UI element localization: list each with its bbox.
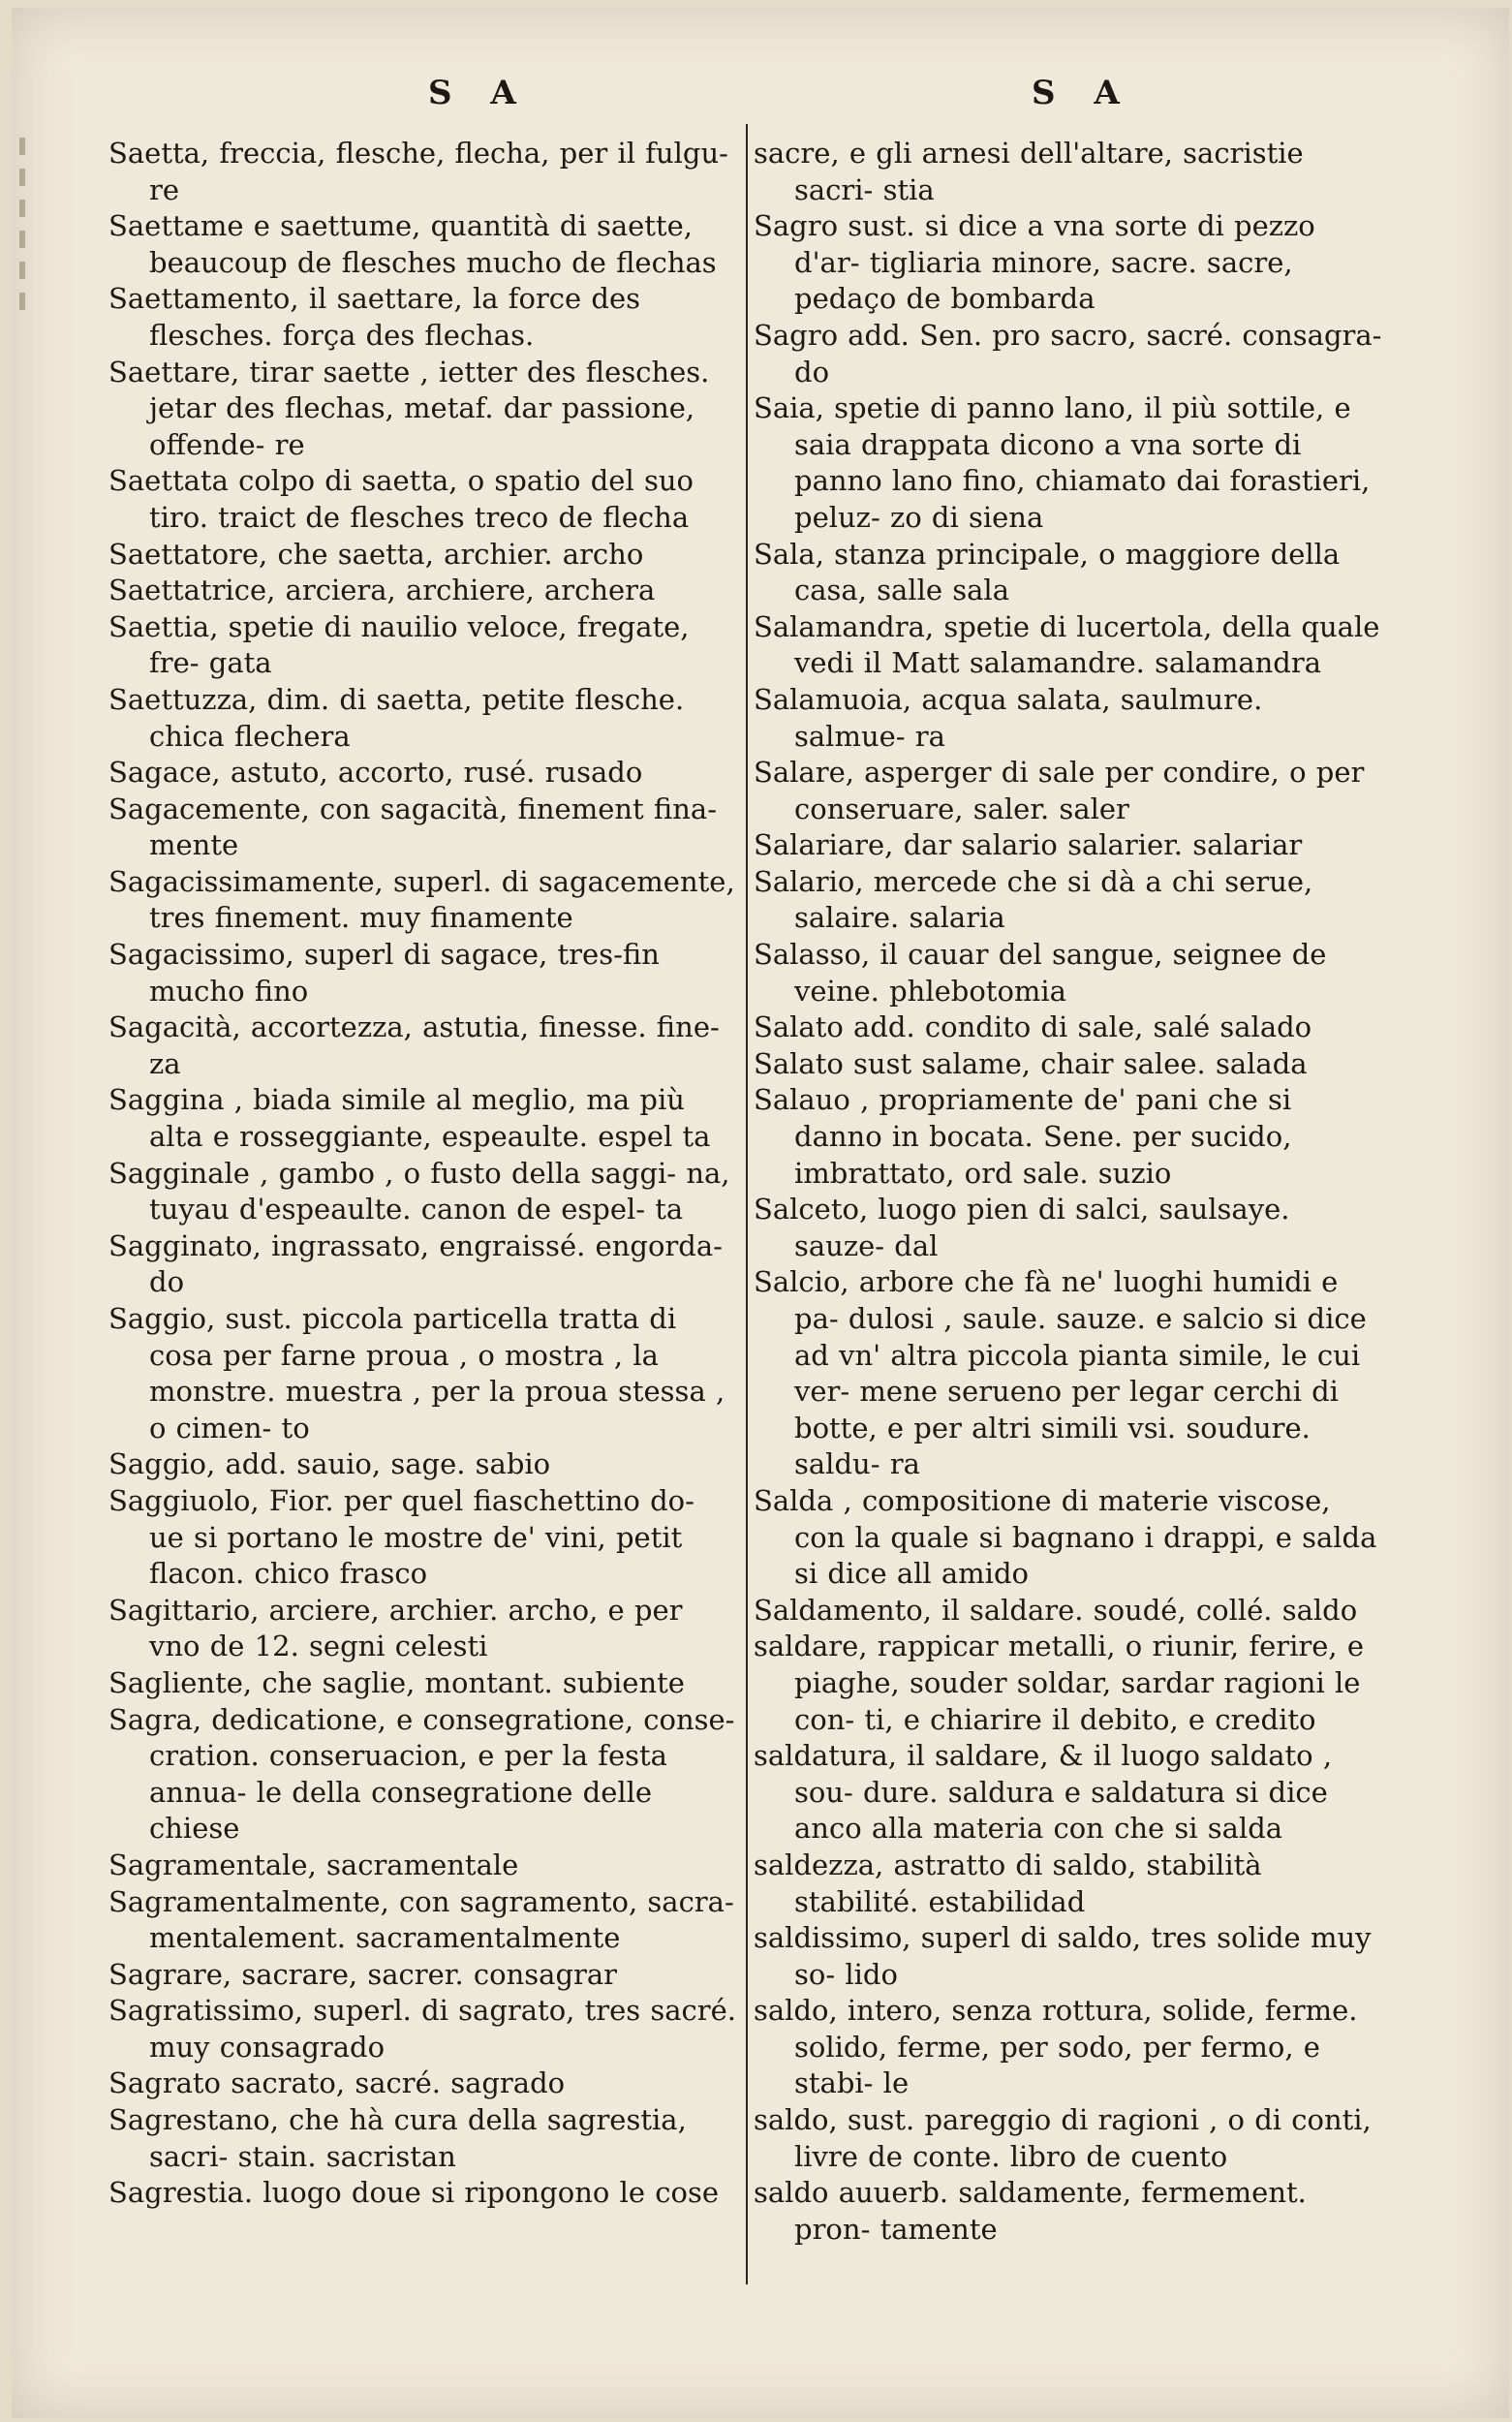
dictionary-entry: Sagrestano, che hà cura della sagrestia, sacri- stain. sacristan [108, 2103, 687, 2173]
dictionary-entry: Sagittario, arciere, archier. archo, e per vno de 12. segni celesti [108, 1593, 683, 1663]
dictionary-entry: Salasso, il cauar del sangue, seignee de veine. phlebotomia [754, 938, 1327, 1008]
dictionary-entry: Salauo , propriamente de' pani che si danno in bocata. Sene. per sucido, imbrattato, ord sale. suzio [754, 1083, 1292, 1190]
dictionary-entry: Salamandra, spetie di lucertola, della quale vedi il Matt salamandre. salamandra [754, 609, 1380, 680]
right-column [754, 136, 1383, 2248]
dictionary-entry: Salato sust salame, chair salee. salada [754, 1046, 1308, 1080]
dictionary-entry: Saettatore, che saetta, archier. archo [108, 537, 644, 571]
dictionary-entry: saldezza, astratto di saldo, stabilità stabilité. estabilidad [754, 1848, 1262, 1918]
dictionary-entry: Saggiuolo, Fior. per quel fiaschettino do- ue si portano le mostre de' vini, petit flacon. chico frasco [108, 1483, 694, 1591]
dictionary-entry: Saia, spetie di panno lano, il più sottile, e saia drappata dicono a vna sorte di panno lano fino, chiamato dai forastieri, peluz- zo di siena [754, 391, 1371, 534]
dictionary-entry: saldissimo, superl di saldo, tres solide muy so- lido [754, 1921, 1372, 1991]
dictionary-entry: Sagrato sacrato, sacré. sagrado [108, 2066, 566, 2100]
left-column [108, 136, 738, 2212]
dictionary-entry: Sagace, astuto, accorto, rusé. rusado [108, 756, 643, 790]
dictionary-entry: saldatura, il saldare, & il luogo saldato , sou- dure. saldura e saldatura si dice anco alla materia con che si salda [754, 1739, 1333, 1846]
dictionary-entry: saldo, intero, senza rottura, solide, ferme. solido, ferme, per sodo, per fermo, e stabi- le [754, 1994, 1358, 2100]
dictionary-entry: Saettata colpo di saetta, o spatio del suo tiro. traict de flesches treco de flecha [108, 464, 694, 534]
dictionary-entry: Salcio, arbore che fà ne' luoghi humidi e pa- dulosi , saule. sauze. e salcio si dice ad vn' altra piccola pianta simile, le cui ver- mene serueno per legar cerchi di botte, e per altri simili vsi. soudure. saldu- ra [754, 1265, 1367, 1481]
dictionary-entry: Sagratissimo, superl. di sagrato, tres sacré. muy consagrado [108, 1994, 737, 2064]
dictionary-entry: Saettamento, il saettare, la force des flesches. força des flechas. [108, 282, 641, 352]
dictionary-entry: Saettatrice, arciera, archiere, archera [108, 574, 656, 607]
dictionary-entry: Sagliente, che saglie, montant. subiente [108, 1665, 685, 1699]
dictionary-entry: Sagro add. Sen. pro sacro, sacré. consagra- do [754, 318, 1382, 388]
dictionary-page [12, 8, 1509, 2418]
dictionary-entry: Saettia, spetie di nauilio veloce, fregate, fre- gata [108, 609, 690, 680]
dictionary-entry: Saettame e saettume, quantità di saette, beaucoup de flesches mucho de flechas [108, 209, 717, 279]
dictionary-entry: Sagginato, ingrassato, engraissé. engorda- do [108, 1228, 723, 1299]
dictionary-entry: Sagacissimo, superl di sagace, tres-fin mucho fino [108, 938, 660, 1008]
dictionary-entry: Sagro sust. si dice a vna sorte di pezzo d'ar- tigliaria minore, sacre. sacre, pedaço de bombarda [754, 209, 1315, 316]
dictionary-entry: Saettare, tirar saette , ietter des flesches. jetar des flechas, metaf. dar passione, offende- re [108, 355, 710, 461]
column-divider [746, 124, 748, 2284]
dictionary-entry: Salato add. condito di sale, salé salado [754, 1010, 1312, 1044]
dictionary-entry: Saettuzza, dim. di saetta, petite flesche. chica flechera [108, 682, 685, 753]
page-header-left: S A [428, 74, 530, 112]
dictionary-entry: Salario, mercede che si dà a chi serue, salaire. salaria [754, 864, 1313, 935]
dictionary-entry: Sagacissimamente, superl. di sagacemente, tres finement. muy finamente [108, 864, 735, 935]
dictionary-entry: sacre, e gli arnesi dell'altare, sacristie sacri- stia [754, 137, 1304, 206]
dictionary-entry: Sagra, dedicatione, e consegratione, conse- cration. conseruacion, e per la festa annua- le della consegratione delle chiese [108, 1702, 735, 1846]
dictionary-entry: Salda , compositione di materie viscose, con la quale si bagnano i drappi, e salda si dice all amido [754, 1483, 1377, 1591]
dictionary-entry: Saggio, sust. piccola particella tratta di cosa per farne proua , o mostra , la monstre. muestra , per la proua stessa , o cimen- to [108, 1302, 725, 1444]
dictionary-entry: Sagacemente, con sagacità, finement fina- mente [108, 792, 718, 862]
dictionary-entry: Sagramentale, sacramentale [108, 1848, 519, 1881]
dictionary-entry: Saggio, add. sauio, sage. sabio [108, 1447, 551, 1481]
page-header-right: S A [1032, 74, 1133, 112]
dictionary-entry: Salceto, luogo pien di salci, saulsaye. sauze- dal [754, 1193, 1290, 1262]
dictionary-entry: saldo auuerb. saldamente, fermement. pron- tamente [754, 2176, 1307, 2246]
dictionary-entry: saldare, rappicar metalli, o riunir, ferire, e piaghe, souder soldar, sardar ragioni le con- ti, e chiarire il debito, e credito [754, 1630, 1365, 1736]
dictionary-entry: Sagramentalmente, con sagramento, sacra- mentalement. sacramentalmente [108, 1884, 734, 1955]
dictionary-entry: Sagrare, sacrare, sacrer. consagrar [108, 1957, 618, 1991]
dictionary-entry: Sagrestia. luogo doue si ripongono le cose [108, 2176, 720, 2210]
dictionary-entry: Sala, stanza principale, o maggiore della casa, salle sala [754, 537, 1341, 607]
dictionary-entry: Sagacità, accortezza, astutia, finesse. fine- za [108, 1010, 720, 1080]
dictionary-entry: saldo, sust. pareggio di ragioni , o di conti, livre de conte. libro de cuento [754, 2103, 1372, 2173]
binding-edge-marks [15, 124, 29, 376]
dictionary-entry: Saggina , biada simile al meglio, ma più alta e rosseggiante, espeaulte. espel ta [108, 1083, 711, 1154]
dictionary-entry: Salamuoia, acqua salata, saulmure. salmue- ra [754, 682, 1263, 753]
dictionary-entry: Saldamento, il saldare. soudé, collé. saldo [754, 1593, 1358, 1627]
dictionary-entry: Sagginale , gambo , o fusto della saggi- na, tuyau d'espeaulte. canon de espel- ta [108, 1156, 730, 1227]
dictionary-entry: Salariare, dar salario salarier. salariar [754, 828, 1303, 862]
dictionary-entry: Salare, asperger di sale per condire, o per conseruare, saler. saler [754, 756, 1365, 825]
dictionary-entry: Saetta, freccia, flesche, flecha, per il fulgu- re [108, 137, 728, 206]
